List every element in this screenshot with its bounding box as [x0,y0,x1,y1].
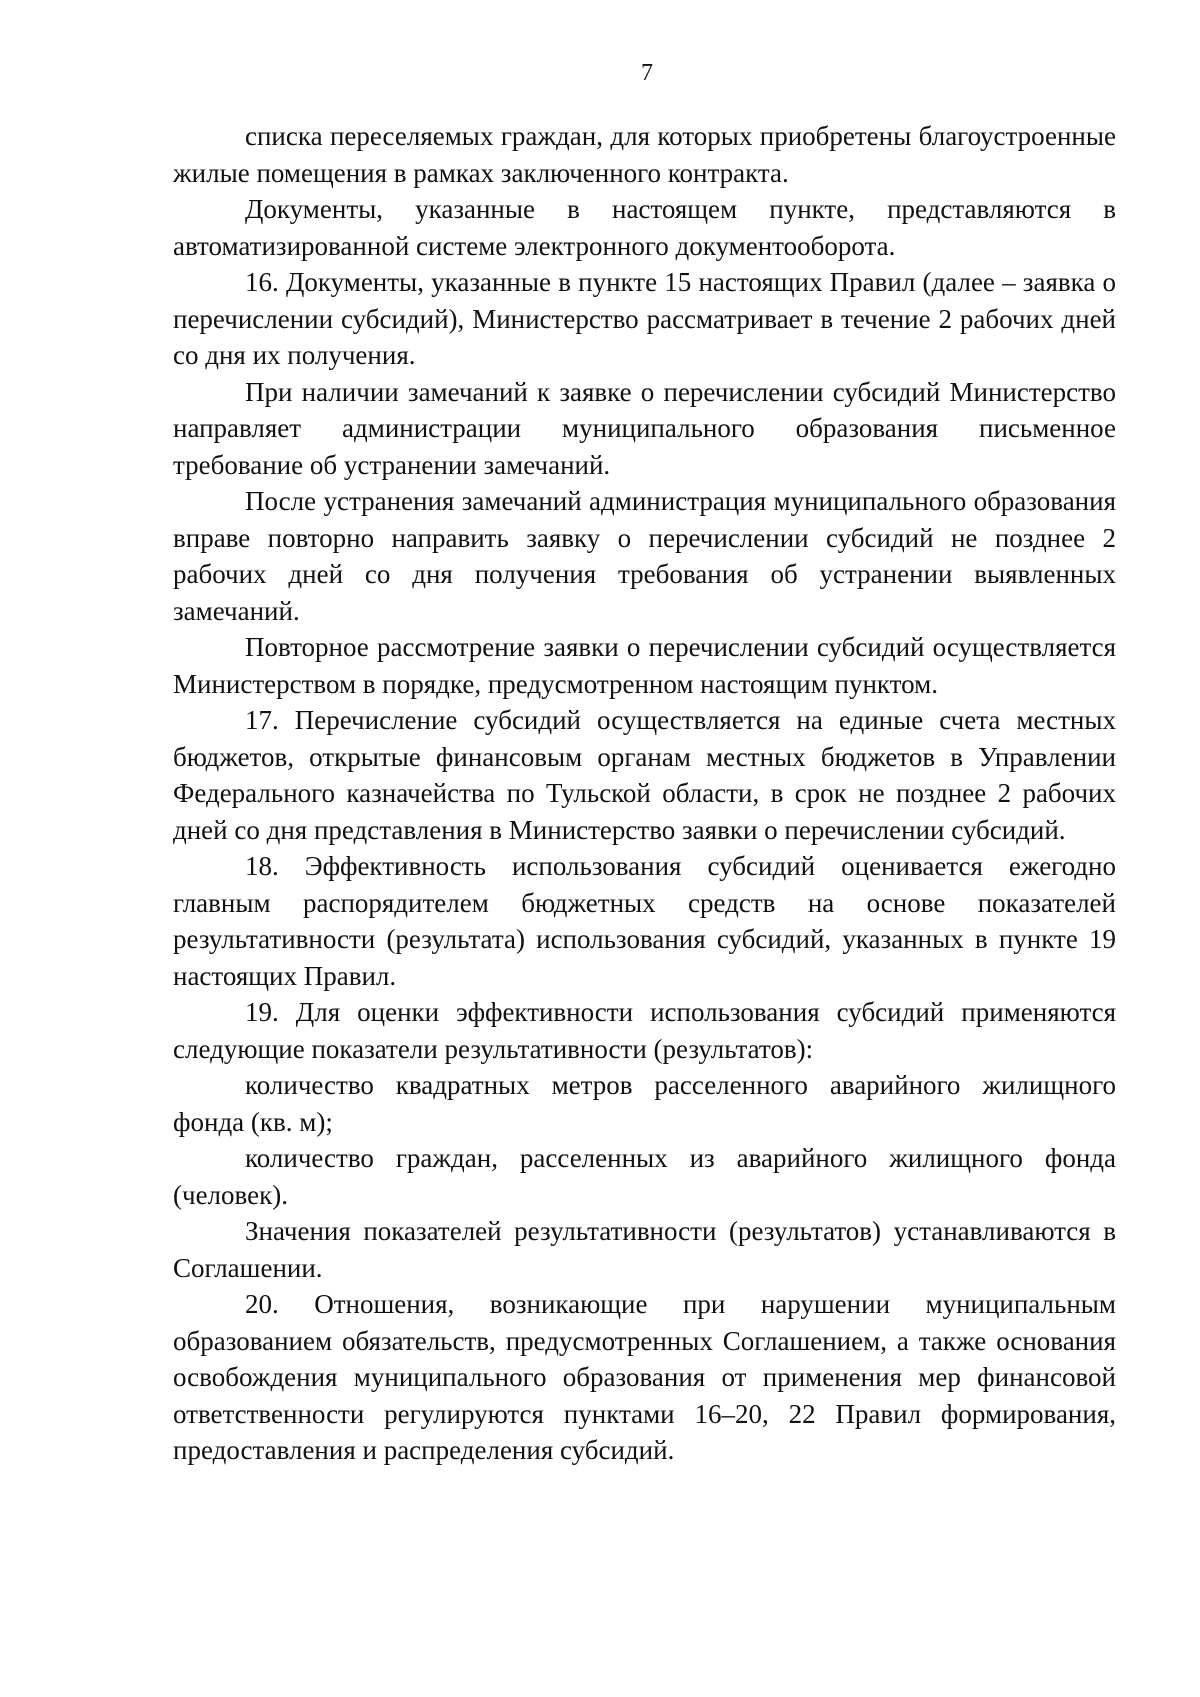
paragraph-clause-18: 18. Эффективность использования субсидий оценивается ежегодно главным распорядителем бюджетных средств на основе показателей результативности (результата) использования субсидий, указанных в пункте 19 настоящих Правил. [173,851,1116,991]
paragraph-indicator-citizens: количество граждан, расселенных из аварийного жилищного фонда (человек). [173,1143,1116,1210]
paragraph-clause-19: 19. Для оценки эффективности использования субсидий применяются следующие показатели результативности (результатов): [173,997,1116,1064]
paragraph-documents-submission: Документы, указанные в настоящем пункте, представляются в автоматизированной системе электронного документооборота. [173,194,1116,261]
paragraph-clause-16: 16. Документы, указанные в пункте 15 настоящих Правил (далее – заявка о перечислении субсидий), Министерство рассматривает в течение 2 рабочих дней со дня их получения. [173,267,1116,370]
paragraph-after-remarks: После устранения замечаний администрация муниципального образования вправе повторно направить заявку о перечислении субсидий не позднее 2 рабочих дней со дня получения требования об устранении выявленных замечаний. [173,486,1116,626]
paragraph-clause-20: 20. Отношения, возникающие при нарушении муниципальным образованием обязательств, предусмотренных Соглашением, а также основания освобождения муниципального образования от применения мер финансовой ответственности регулируются пунктами 16–20, 22 Правил формирования, предоставления и распределения субсидий. [173,1289,1116,1465]
paragraph-clause-17: 17. Перечисление субсидий осуществляется на единые счета местных бюджетов, открытые финансовым органам местных бюджетов в Управлении Федерального казначейства по Тульской области, в срок не позднее 2 рабочих дней со дня представления в Министерство заявки о перечислении субсидий. [173,705,1116,845]
paragraph-repeat-review: Повторное рассмотрение заявки о перечислении субсидий осуществляется Министерством в порядке, предусмотренном настоящим пунктом. [173,632,1116,699]
paragraph-indicator-values: Значения показателей результативности (результатов) устанавливаются в Соглашении. [173,1216,1116,1283]
paragraph-indicator-square-meters: количество квадратных метров расселенного аварийного жилищного фонда (кв. м); [173,1070,1116,1137]
paragraph-remarks: При наличии замечаний к заявке о перечислении субсидий Министерство направляет администрации муниципального образования письменное требование об устранении замечаний. [173,376,1116,480]
paragraph-continuation: списка переселяемых граждан, для которых приобретены благоустроенные жилые помещения в рамках заключенного контракта. [173,121,1116,188]
document-body [173,118,1116,1469]
page-number: 7 [641,60,653,86]
